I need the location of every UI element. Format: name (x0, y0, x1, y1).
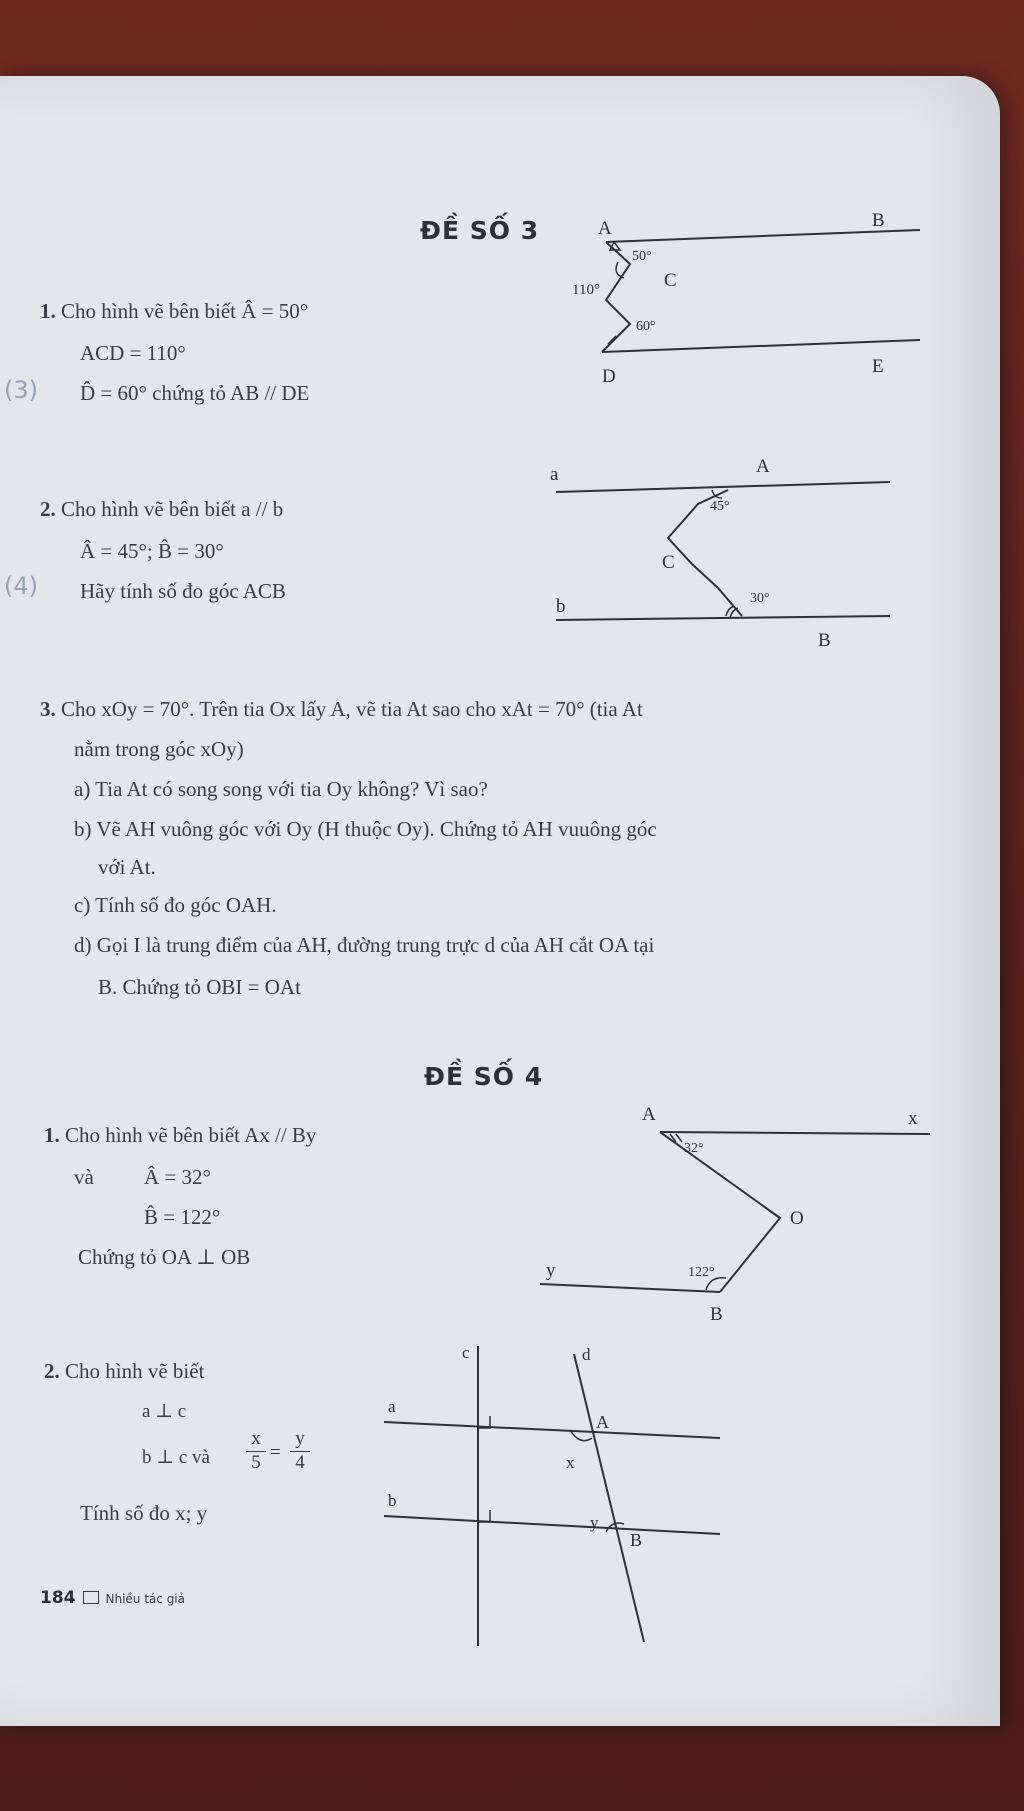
point-label-A: A (598, 218, 612, 239)
fraction-denominator: 4 (295, 1451, 305, 1473)
figure-de3-p1 (572, 204, 940, 387)
fraction-y-over-4 (290, 1428, 310, 1475)
angle-label-b: 122° (688, 1265, 715, 1280)
line-label-a: a (388, 1397, 396, 1416)
problem-text: Cho hình vẽ bên biết Â = 50° (61, 299, 309, 323)
angle-label-x: x (566, 1453, 575, 1472)
line-label-a: a (550, 464, 559, 485)
point-label-B: B (710, 1304, 723, 1325)
problem-number: 3. (40, 697, 56, 721)
line-label-b: b (556, 596, 566, 617)
line-label-d: d (582, 1345, 591, 1364)
point-label-B: B (630, 1530, 643, 1550)
de3-p3-a: a) Tia At có song song với tia Oy không? Vì sao? (74, 777, 488, 801)
book-icon (83, 1591, 99, 1604)
page-footer (40, 1588, 185, 1608)
fraction-numerator: x (246, 1428, 266, 1452)
angle-label-y: y (590, 1513, 599, 1532)
problem-text: Cho hình vẽ bên biết a // b (61, 497, 284, 521)
equals-sign: = (270, 1442, 281, 1463)
point-label-O: O (790, 1208, 804, 1229)
de3-p1-line3: D̂ = 60° chứng tỏ AB // DE (80, 381, 310, 405)
de3-p3-d2: B. Chứng tỏ OBI = OAt (98, 975, 301, 999)
de4-p2-line2: a ⊥ c (142, 1401, 187, 1422)
angle-label-d: 60° (636, 319, 656, 334)
problem-text: Cho hình vẽ bên biết Ax // By (65, 1123, 317, 1147)
de3-p3-b1: b) Vẽ AH vuông góc với Oy (H thuộc Oy). Chứng tỏ AH vuuông góc (74, 817, 657, 841)
page-number: 184 (40, 1588, 76, 1608)
point-label-E: E (872, 356, 884, 377)
fraction-denominator: 5 (251, 1451, 261, 1473)
de3-p2-line3: Hãy tính số đo góc ACB (80, 579, 286, 603)
author-credit: Nhiều tác giả (105, 1592, 185, 1606)
de3-p1-line2: ACD = 110° (80, 341, 186, 365)
angle-label-b: 30° (750, 591, 770, 606)
problem-text: Cho xOy = 70°. Trên tia Ox lấy A, vẽ tia At sao cho xAt = 70° (tia At (61, 697, 643, 721)
figure-de4-p1 (530, 1090, 950, 1330)
point-label-C: C (664, 270, 677, 291)
ray-label-x: x (908, 1108, 918, 1129)
de4-p2-line4: Tính số đo x; y (80, 1501, 208, 1525)
book-page (0, 76, 1000, 1726)
fraction-numerator: y (290, 1428, 310, 1452)
de3-p3-b2: với At. (98, 855, 156, 879)
de4-p2-line3: b ⊥ c và (142, 1447, 210, 1468)
section-heading-de3: ĐỀ SỐ 3 (420, 216, 540, 245)
de4-p1-line1 (44, 1122, 316, 1149)
line-label-b: b (388, 1491, 397, 1510)
margin-pencil-mark: (4) (4, 572, 38, 600)
de4-p1-line4: Chứng tỏ OA ⊥ OB (78, 1245, 251, 1269)
de3-p2-line2: Â = 45°; B̂ = 30° (80, 539, 224, 563)
de3-p1-line1 (40, 298, 308, 325)
point-label-D: D (602, 366, 616, 387)
problem-number: 1. (40, 299, 56, 323)
de4-p1-line2: Â = 32° (144, 1165, 211, 1189)
point-label-A: A (756, 456, 770, 477)
de4-p2-line1 (44, 1358, 204, 1385)
fraction-x-over-5 (246, 1428, 266, 1475)
de3-p3-c: c) Tính số đo góc OAH. (74, 893, 277, 917)
problem-text: Cho hình vẽ biết (65, 1359, 205, 1383)
de4-p1-line3: B̂ = 122° (144, 1205, 221, 1229)
figure-de3-p2 (550, 452, 900, 652)
point-label-B: B (872, 210, 885, 231)
problem-number: 2. (44, 1359, 60, 1383)
angle-label-a: 32° (684, 1141, 704, 1156)
ray-label-y: y (546, 1260, 556, 1281)
point-label-C: C (662, 552, 675, 573)
de4-p1-and: và (74, 1165, 94, 1189)
section-heading-de4: ĐỀ SỐ 4 (424, 1062, 544, 1091)
problem-number: 2. (40, 497, 56, 521)
de3-p2-line1 (40, 496, 283, 523)
point-label-A: A (596, 1412, 609, 1432)
problem-number: 1. (44, 1123, 60, 1147)
margin-pencil-mark: (3) (4, 376, 38, 404)
figure-de4-p2 (374, 1343, 734, 1676)
angle-label-c: 110° (572, 282, 600, 298)
angle-label-a: 50° (632, 249, 652, 264)
line-label-c: c (462, 1343, 470, 1362)
de3-p3-line2: nằm trong góc xOy) (74, 737, 244, 761)
de3-p3-d1: d) Gọi I là trung điểm của AH, đường trung trực d của AH cắt OA tại (74, 933, 655, 957)
point-label-A: A (642, 1104, 656, 1125)
point-label-B: B (818, 630, 831, 651)
de3-p3-line1 (40, 696, 940, 723)
angle-label-a: 45° (710, 499, 730, 514)
